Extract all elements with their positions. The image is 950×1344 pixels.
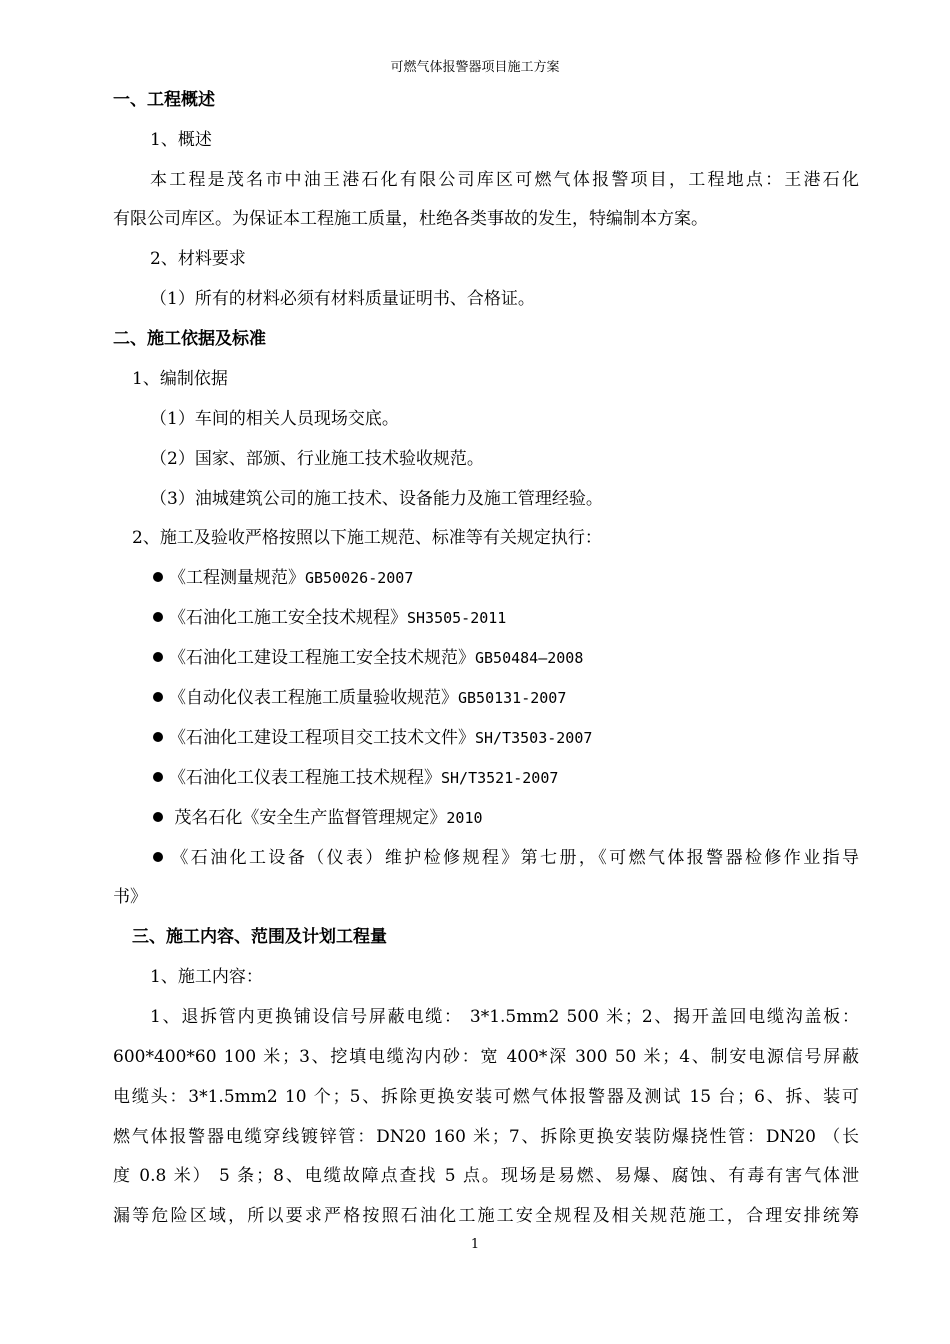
bullet-icon (153, 692, 163, 702)
page-header: 可燃气体报警器项目施工方案 (390, 60, 560, 75)
standard-name: 《石油化工仪表工程施工技术规程》 (169, 768, 441, 788)
page-number: 1 (470, 1237, 480, 1252)
standard-item-last-line2: 书》 (113, 887, 147, 907)
basis-item-2: （2）国家、部颁、行业施工技术验收规范。 (150, 449, 484, 469)
standard-item (153, 727, 592, 749)
standard-item (153, 687, 566, 709)
content-paragraph-line1: 1、退拆管内更换铺设信号屏蔽电缆： 3*1.5mm2 500 米；2、揭开盖回电缆沟盖板： (150, 1007, 859, 1027)
subsection-overview: 1、概述 (150, 130, 212, 150)
section-2-title: 二、施工依据及标准 (113, 329, 266, 349)
bullet-icon (153, 852, 163, 862)
standard-code: SH/T3503-2007 (475, 729, 593, 747)
content-paragraph-line5: 度 0.8 米） 5 条；8、电缆故障点查找 5 点。现场是易燃、易爆、腐蚀、有毒有害气体泄 (113, 1166, 859, 1186)
standard-code: GB50131-2007 (458, 689, 567, 707)
subsection-basis: 1、编制依据 (132, 369, 228, 389)
standard-item (153, 807, 483, 829)
basis-item-1: （1）车间的相关人员现场交底。 (150, 409, 399, 429)
standard-name: 《石油化工建设工程项目交工技术文件》 (169, 728, 475, 748)
materials-item-1: （1）所有的材料必须有材料质量证明书、合格证。 (150, 289, 535, 309)
standard-item (153, 567, 413, 589)
standard-name: 《石油化工建设工程施工安全技术规范》 (169, 648, 475, 668)
bullet-icon (153, 572, 163, 582)
standard-name: 《工程测量规范》 (169, 568, 305, 588)
standard-name: 茂名石化《安全生产监督管理规定》 (169, 808, 447, 828)
bullet-icon (153, 652, 163, 662)
standard-name: 《石油化工施工安全技术规程》 (169, 608, 407, 628)
subsection-content: 1、施工内容： (150, 967, 263, 987)
subsection-standards: 2、施工及验收严格按照以下施工规范、标准等有关规定执行： (132, 528, 602, 548)
standard-item-last-line1 (153, 847, 859, 869)
standard-name: 《自动化仪表工程施工质量验收规范》 (169, 688, 458, 708)
content-paragraph-line3: 电缆头：3*1.5mm2 10 个；5、拆除更换安装可燃气体报警器及测试 15 台；6、拆、装可 (113, 1087, 859, 1107)
bullet-icon (153, 612, 163, 622)
standard-code: GB50484—2008 (475, 649, 584, 667)
subsection-materials: 2、材料要求 (150, 249, 246, 269)
content-paragraph-line4: 燃气体报警器电缆穿线镀锌管：DN20 160 米；7、拆除更换安装防爆挠性管：DN20 （长 (113, 1127, 859, 1147)
standard-code: 2010 (446, 809, 483, 827)
standard-item (153, 607, 506, 629)
standard-item (153, 767, 558, 789)
standard-code: GB50026-2007 (305, 569, 414, 587)
bullet-icon (153, 812, 163, 822)
standard-code: SH3505-2011 (407, 609, 507, 627)
paragraph-overview-line2: 有限公司库区。为保证本工程施工质量，杜绝各类事故的发生，特编制本方案。 (113, 209, 708, 229)
standard-item (153, 647, 583, 669)
section-3-title: 三、施工内容、范围及计划工程量 (132, 927, 387, 947)
content-paragraph-line2: 600*400*60 100 米；3、挖填电缆沟内砂：宽 400*深 300 50 米；4、制安电源信号屏蔽 (113, 1047, 859, 1067)
standard-code: SH/T3521-2007 (441, 769, 559, 787)
section-1-title: 一、工程概述 (113, 90, 215, 110)
standard-name: 《石油化工设备（仪表）维护检修规程》第七册，《可燃气体报警器检修作业指导 (169, 848, 859, 868)
bullet-icon (153, 732, 163, 742)
basis-item-3: （3）油城建筑公司的施工技术、设备能力及施工管理经验。 (150, 489, 603, 509)
content-paragraph-line6: 漏等危险区域，所以要求严格按照石油化工施工安全规程及相关规范施工，合理安排统筹 (113, 1206, 859, 1226)
bullet-icon (153, 772, 163, 782)
paragraph-overview-line1: 本工程是茂名市中油王港石化有限公司库区可燃气体报警项目，工程地点：王港石化 (150, 170, 859, 190)
